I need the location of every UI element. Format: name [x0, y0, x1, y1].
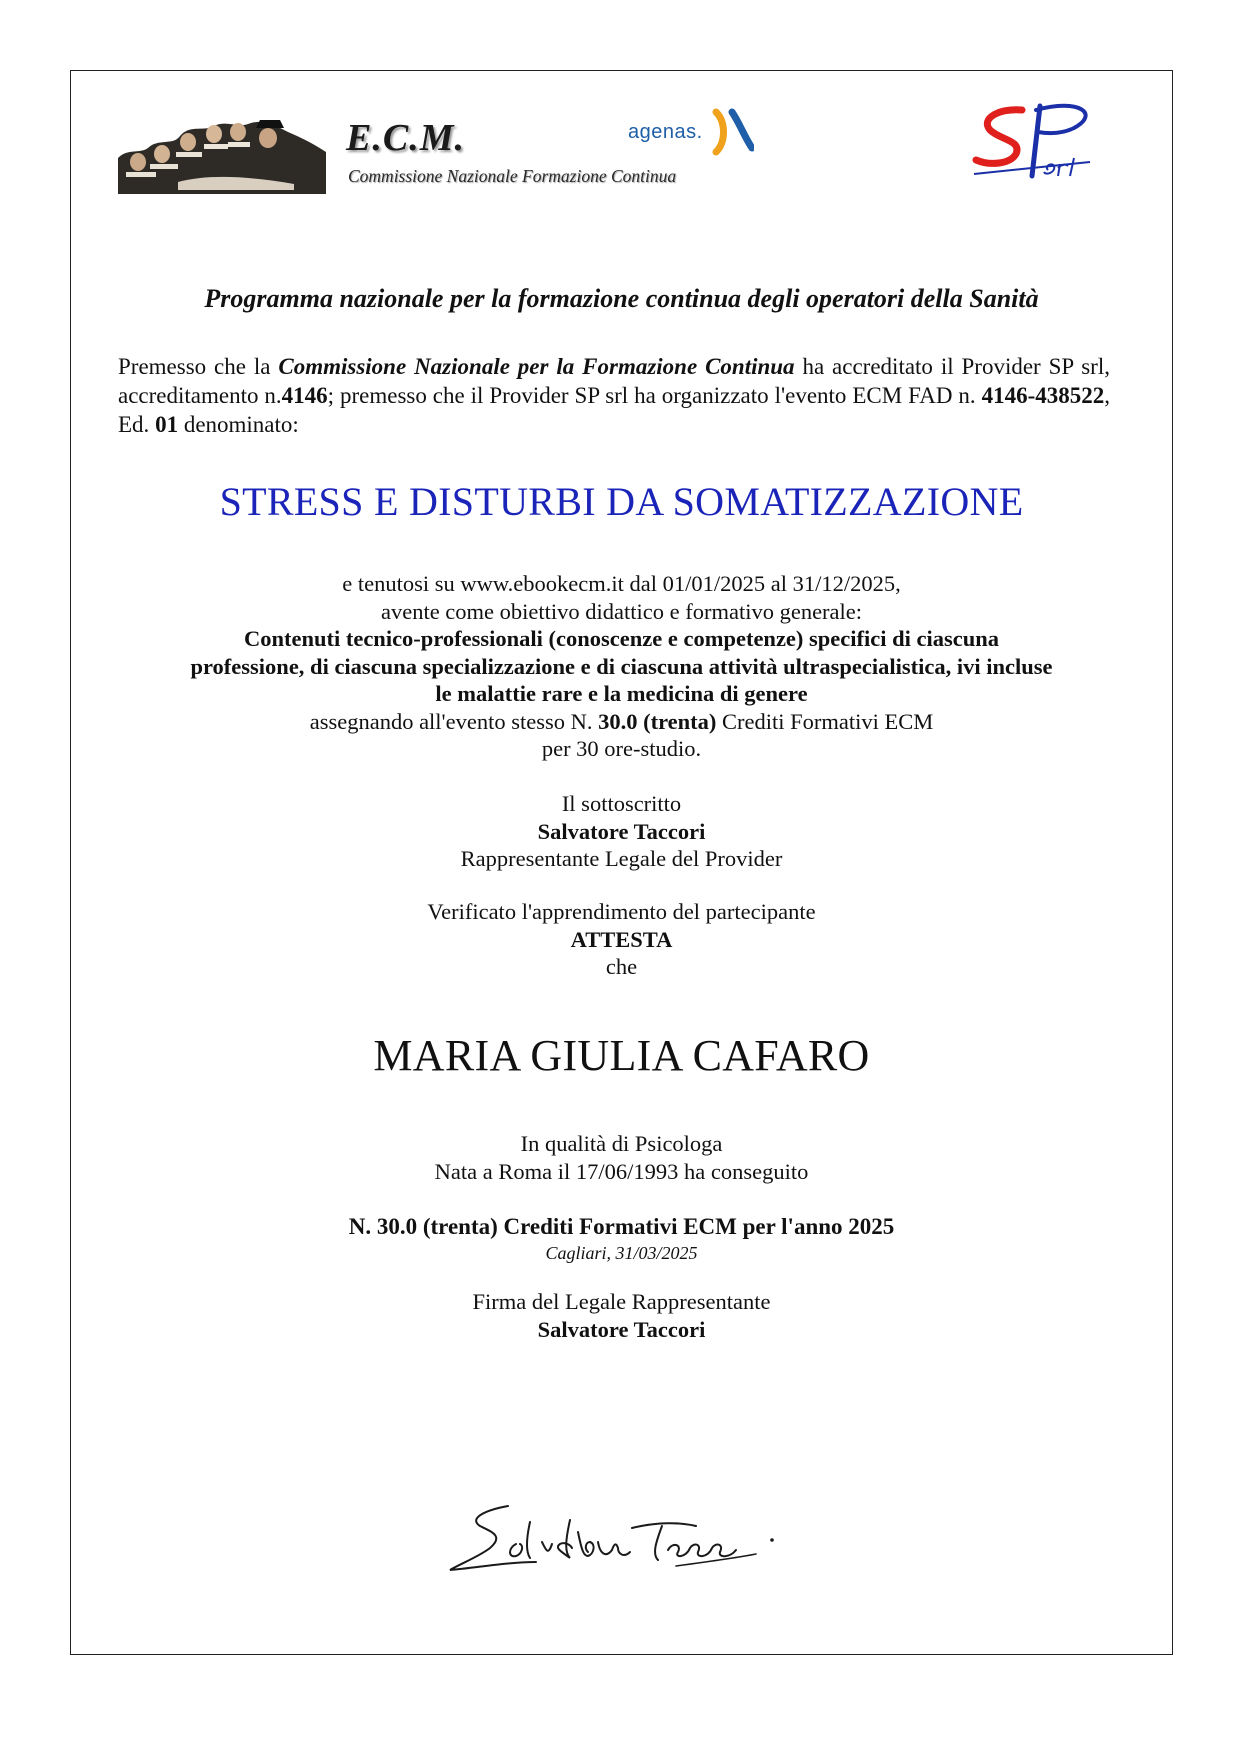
- signatory-intro: Il sottoscritto: [561, 791, 682, 816]
- ecm-subtitle: Commissione Nazionale Formazione Continua: [348, 166, 677, 186]
- verification-block: [70, 898, 1173, 981]
- signature-name: Salvatore Taccori: [537, 1317, 706, 1342]
- verification-line: Verificato l'apprendimento del partecipante: [427, 899, 816, 924]
- credits-assigned: assegnando all'evento stesso N. 30.0 (trenta) Crediti Formativi ECM: [309, 708, 934, 734]
- premessa-paragraph: Premesso che la Commissione Nazionale per la Formazione Continua ha accreditato il Provider SP srl, accreditamento n.4146; premesso che il Provider SP srl ha organizzato l'evento ECM FAD n. 4146-438522, Ed. 01 denominato:: [118, 354, 1110, 437]
- participant-birth: Nata a Roma il 17/06/1993 ha conseguito: [434, 1158, 809, 1184]
- ecm-painting-logo: [118, 118, 326, 194]
- signatory-role: Rappresentante Legale del Provider: [460, 846, 783, 871]
- program-title: Programma nazionale per la formazione continua degli operatori della Sanità: [204, 284, 1039, 313]
- agenas-mark-icon: [712, 108, 754, 156]
- attesta-label: ATTESTA: [570, 926, 673, 952]
- ecm-title: E.C.M.: [346, 117, 465, 159]
- objective-intro: avente come obiettivo didattico e formativo generale:: [380, 598, 863, 624]
- agenas-logo-text: agenas.: [628, 121, 703, 143]
- event-held-line: e tenutosi su www.ebookecm.it dal 01/01/2025 al 31/12/2025,: [342, 571, 901, 596]
- event-details: [70, 570, 1173, 763]
- signature-label: Firma del Legale Rappresentante: [472, 1289, 771, 1314]
- place-date: Cagliari, 31/03/2025: [545, 1243, 698, 1263]
- participant-qualification: In qualità di Psicologa: [520, 1131, 723, 1156]
- che-label: che: [605, 954, 638, 979]
- signatory-name: Salvatore Taccori: [537, 818, 706, 844]
- participant-details: [70, 1130, 1173, 1185]
- course-title: STRESS E DISTURBI DA SOMATIZZAZIONE: [219, 479, 1024, 524]
- signature-block: [70, 1288, 1173, 1344]
- sp-srl-logo: [970, 100, 1120, 195]
- participant-name: MARIA GIULIA CAFARO: [373, 1031, 870, 1080]
- study-hours: per 30 ore-studio.: [541, 736, 702, 761]
- handwritten-signature: [446, 1492, 786, 1592]
- objective-text: Contenuti tecnico-professionali (conoscenze e competenze) specifici di ciascuna professione, di ciascuna specializzazione e di ciascuna attività ultraspecialistica, ivi incluse le malattie rare e la medicina di genere: [190, 626, 1053, 706]
- credits-line: N. 30.0 (trenta) Crediti Formativi ECM per l'anno 2025: [348, 1214, 895, 1239]
- signatory-block: [70, 790, 1173, 873]
